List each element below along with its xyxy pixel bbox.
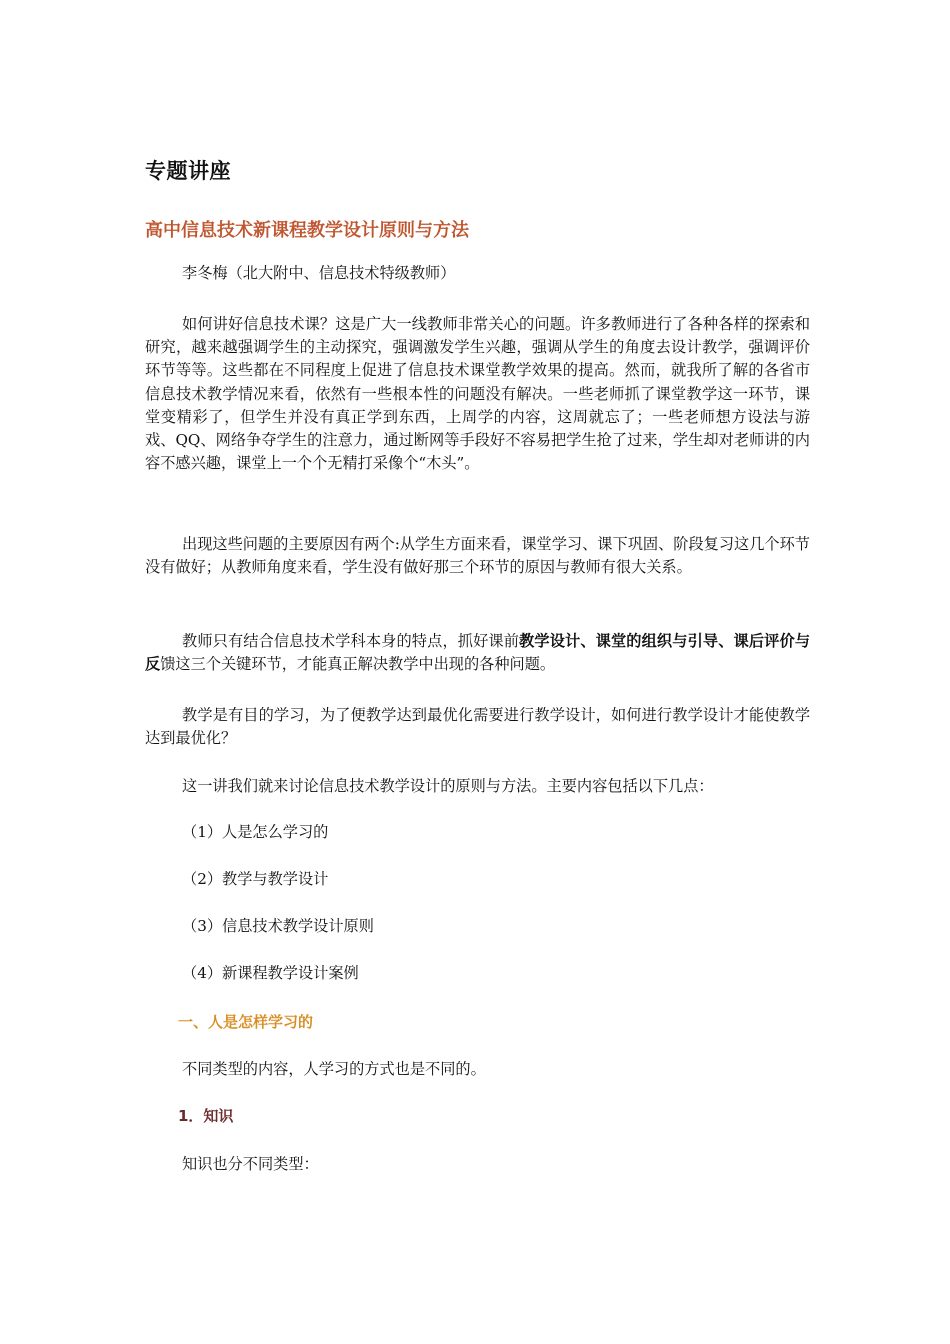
paragraph-key-steps-tail: 馈这三个关键环节，才能真正解决教学中出现的各种问题。: [160, 655, 556, 674]
article-title: 高中信息技术新课程教学设计原则与方法: [145, 220, 469, 241]
subsection-heading: 1．知识: [178, 1107, 234, 1125]
paragraph-learning-types: 不同类型的内容，人学习的方式也是不同的。: [182, 1060, 486, 1078]
paragraph-intro: 如何讲好信息技术课？这是广大一线教师非常关心的问题。许多教师进行了各种各样的探索和研究，越来越强调学生的主动探究，强调激发学生兴趣，强调从学生的角度去设计教学，强调评价环节等等。这些都在不同程度上促进了信息技术课堂教学效果的提高。然而，就我所了解的各省市信息技术教学情况来看，依然有一些根本性的问题没有解决。一些老师抓了课堂教学这一环节，课堂变精彩了，但学生并没有真正学到东西，上周学的内容，这周就忘了；一些老师想方设法与游戏、QQ、网络争夺学生的注意力，通过断网等手段好不容易把学生抢了过来，学生却对老师讲的内容不感兴趣，课堂上一个个无精打采像个“木头”。: [145, 315, 810, 473]
paragraph-knowledge-types: 知识也分不同类型：: [182, 1155, 319, 1173]
paragraph-key-steps-emphasis: 教学设计、课堂的组织与引导、课后评价与反: [145, 632, 810, 674]
outline-item: （4）新课程教学设计案例: [182, 964, 359, 982]
paragraph-lecture-overview: 这一讲我们就来讨论信息技术教学设计的原则与方法。主要内容包括以下几点：: [182, 777, 714, 795]
series-title: 专题讲座: [145, 158, 231, 183]
paragraph-key-steps: [145, 630, 810, 676]
author-byline: 李冬梅（北大附中、信息技术特级教师）: [182, 264, 456, 282]
outline-item: （2）教学与教学设计: [182, 870, 329, 888]
paragraph-key-steps-lead: 教师只有结合信息技术学科本身的特点，抓好课前: [182, 632, 520, 650]
outline-item: （1）人是怎么学习的: [182, 823, 329, 841]
outline-item: （3）信息技术教学设计原则: [182, 917, 374, 935]
paragraph-teaching-purpose: 教学是有目的学习，为了便教学达到最优化需要进行教学设计，如何进行教学设计才能使教学达到最优化？: [145, 706, 810, 748]
section-heading: 一、人是怎样学习的: [178, 1013, 314, 1031]
paragraph-causes: 出现这些问题的主要原因有两个:从学生方面来看，课堂学习、课下巩固、阶段复习这几个环节没有做好；从教师角度来看，学生没有做好那三个环节的原因与教师有很大关系。: [145, 535, 810, 577]
